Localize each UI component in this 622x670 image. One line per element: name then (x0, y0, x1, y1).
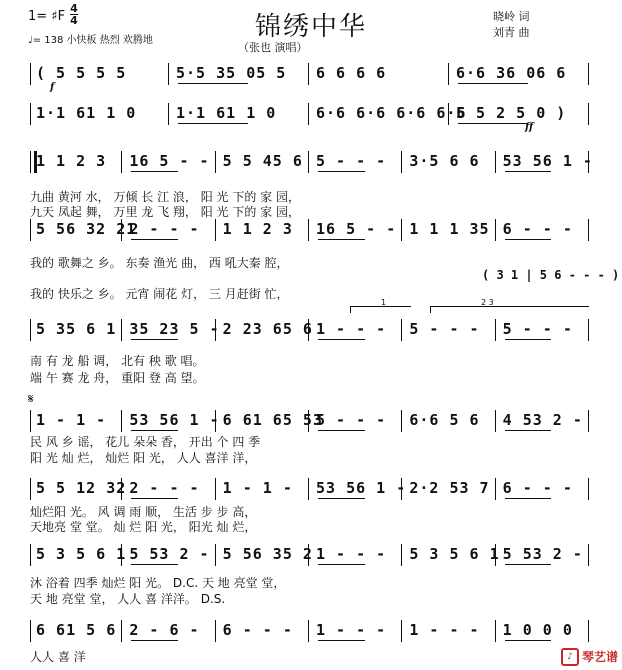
barline (121, 319, 122, 341)
barline (588, 103, 589, 125)
lyricist: 晓岭 词 (493, 10, 530, 23)
barline (121, 410, 122, 432)
barline (30, 103, 31, 125)
barline (495, 319, 496, 341)
staff-row (30, 478, 590, 500)
song-title: 锦绣中华 (254, 12, 367, 42)
beam-underline (318, 339, 365, 340)
barline (401, 151, 402, 173)
measure-notes: 2 - 6 - (129, 621, 200, 639)
measure-notes: 5 5 2 5 0 ) (456, 104, 567, 122)
singer: （张也 演唱） (238, 41, 308, 54)
barline (121, 544, 122, 566)
beam-underline (318, 564, 365, 565)
time-bottom: 4 (70, 14, 78, 27)
measure-notes: 1·1 61 1 0 (176, 104, 277, 122)
measure-notes: 53 56 1 - (316, 479, 407, 497)
measure-notes: 6 - - - (222, 621, 293, 639)
measure-notes: 6 61 65 53 (222, 411, 323, 429)
measure-notes: 1 - - - (409, 621, 480, 639)
measure-notes: 5 3 5 6 1 (36, 545, 127, 563)
barline (30, 478, 31, 500)
barline (448, 63, 449, 85)
barline (401, 219, 402, 241)
barline (121, 219, 122, 241)
barline (401, 319, 402, 341)
barline (121, 620, 122, 642)
measure-notes: 1 1 2 3 (222, 220, 293, 238)
beam-underline (131, 239, 178, 240)
lyric-line: 九曲 黄河 水， 万倾 长 江 浪， 阳 光 下的 家 园， (30, 190, 300, 204)
measure-notes: 16 5 - - (316, 220, 397, 238)
barline (30, 219, 31, 241)
barline (168, 63, 169, 85)
barline (30, 63, 31, 85)
composer: 刘青 曲 (493, 26, 530, 39)
watermark-text: 琴艺谱 (581, 649, 618, 664)
barline (215, 620, 216, 642)
beam-underline (318, 640, 365, 641)
barline (308, 103, 309, 125)
barline (401, 620, 402, 642)
beam-underline (318, 498, 365, 499)
beam-underline (505, 498, 552, 499)
beam-underline (458, 83, 528, 84)
barline (495, 620, 496, 642)
beam-underline (318, 171, 365, 172)
lyric-line: 我的 快乐之 乡。 元宵 闹花 灯， 三 月赶街 忙， (30, 287, 289, 301)
beam-underline (131, 339, 178, 340)
measure-notes: 5 - - - (316, 411, 387, 429)
lyric-line: 灿烂阳 光。 风 调 雨 顺， 生活 步 步 高， (30, 505, 257, 519)
measure-notes: 35 23 5 - (129, 320, 220, 338)
measure-notes: 5 3 5 6 1 (409, 545, 500, 563)
barline (308, 620, 309, 642)
beam-underline (131, 430, 178, 431)
beam-underline (178, 123, 248, 124)
volta-2-label: 2 3 (481, 298, 494, 307)
beam-underline (505, 339, 552, 340)
beam-underline (505, 239, 552, 240)
time-top: 4 (70, 2, 78, 15)
measure-notes: 1 - 1 - (222, 479, 293, 497)
barline (308, 544, 309, 566)
volta-1-label: 1 (381, 298, 387, 307)
measure-notes: 1 - 1 - (36, 411, 107, 429)
beam-underline (318, 430, 365, 431)
measure-notes: 1 1 1 35 (409, 220, 490, 238)
measure-notes: 2·2 53 7 (409, 479, 490, 497)
barline (308, 410, 309, 432)
barline (495, 151, 496, 173)
barline (30, 410, 31, 432)
beam-underline (505, 171, 552, 172)
lyric-line: 民 风 乡 谣， 花儿 朵朵 香， 开出 个 四 季 (30, 435, 261, 449)
dynamic-f: f (50, 82, 55, 93)
measure-notes: 5 35 6 1 (36, 320, 117, 338)
measure-notes: 6 - - - (502, 479, 573, 497)
measure-notes: 6 - - - (502, 220, 573, 238)
measure-notes: 5 - - - (409, 320, 480, 338)
dynamic-ff: ff (525, 122, 534, 133)
barline (495, 478, 496, 500)
barline (121, 478, 122, 500)
measure-notes: 1 0 0 0 (502, 621, 573, 639)
barline (308, 219, 309, 241)
beam-underline (131, 640, 178, 641)
beam-underline (505, 640, 552, 641)
volta-1 (350, 298, 411, 313)
measure-notes: 1·1 61 1 0 (36, 104, 137, 122)
barline (401, 544, 402, 566)
barline (168, 103, 169, 125)
measure-notes: 6 6 6 6 (316, 64, 387, 82)
beam-underline (131, 564, 178, 565)
staff-row (30, 151, 593, 173)
measure-notes: 16 5 - - (129, 152, 210, 170)
barline (308, 63, 309, 85)
time-signature (70, 3, 78, 26)
barline (121, 151, 122, 173)
measure-notes: 6·6 5 6 (409, 411, 480, 429)
barline (30, 544, 31, 566)
beam-underline (131, 171, 178, 172)
measure-notes: 5 5 12 32 (36, 479, 127, 497)
lyric-line: 我的 歌舞之 乡。 东奏 渔光 曲， 西 吼大秦 腔， (30, 256, 289, 270)
beam-underline (178, 83, 248, 84)
measure-notes: 2 - - - (129, 220, 200, 238)
logo-icon: ♪ (561, 648, 579, 666)
barline (308, 478, 309, 500)
measure-notes: 5 56 35 2 (222, 545, 313, 563)
barline (588, 410, 589, 432)
barline (215, 478, 216, 500)
measure-notes: 5 53 2 - (502, 545, 583, 563)
staff-row (30, 410, 590, 432)
barline (215, 151, 216, 173)
barline (495, 219, 496, 241)
barline (588, 151, 589, 173)
barline (215, 319, 216, 341)
key-signature: 1= ♯F (28, 9, 66, 24)
measure-notes: 6·6 36 06 6 (456, 64, 567, 82)
segno-sign: 𝄋 (28, 392, 34, 407)
barline (30, 319, 31, 341)
barline (588, 63, 589, 85)
staff-row (30, 319, 590, 341)
beam-underline (505, 564, 552, 565)
measure-notes: 1 - - - (316, 621, 387, 639)
measure-notes: 2 23 65 6 (222, 320, 313, 338)
measure-notes: 1 - - - (316, 545, 387, 563)
barline (215, 410, 216, 432)
beam-underline (318, 239, 365, 240)
barline (401, 478, 402, 500)
barline (588, 544, 589, 566)
measure-notes: 5 53 2 - (129, 545, 210, 563)
measure-notes: 53 56 1 - (129, 411, 220, 429)
lyric-line: 端 午 赛 龙 舟， 重阳 登 高 望。 (30, 371, 205, 385)
measure-notes: 3·5 6 6 (409, 152, 480, 170)
barline (495, 410, 496, 432)
lyric-line: 天地亮 堂 堂。 灿 烂 阳 光， 阳光 灿 烂， (30, 520, 257, 534)
tempo-marking: ♩= 138 小快板 热烈 欢腾地 (28, 35, 153, 46)
watermark-logo (561, 648, 618, 667)
lyric-line: 九天 凤起 舞， 万里 龙 飞 翔， 阳 光 下的 家 园， (30, 205, 300, 219)
measure-notes: 6 61 5 6 (36, 621, 117, 639)
lyric-line: 阳 光 灿 烂， 灿烂 阳 光， 人人 喜洋 洋， (30, 451, 257, 465)
measure-notes: 5 - - - (316, 152, 387, 170)
beam-underline (505, 430, 552, 431)
barline (588, 620, 589, 642)
barline (215, 219, 216, 241)
lyric-line: 沐 浴着 四季 灿烂 阳 光。 D.C. 天 地 亮堂 堂， (30, 576, 286, 590)
volta-2 (430, 298, 589, 313)
barline (588, 219, 589, 241)
measure-notes: 5·5 35 05 5 (176, 64, 287, 82)
measure-notes: 5 5 45 6 (222, 152, 303, 170)
measure-notes: 53 56 1 - (502, 152, 593, 170)
beam-underline (458, 123, 528, 124)
measure-notes: 1 - - - (316, 320, 387, 338)
lyric-line: 天 地 亮堂 堂， 人人 喜 洋洋。 D.S. (30, 592, 226, 606)
measure-notes: 2 - - - (129, 479, 200, 497)
barline (30, 620, 31, 642)
barline (588, 319, 589, 341)
staff-row (30, 219, 590, 241)
measure-notes: ( 5 5 5 5 (36, 64, 127, 82)
measure-notes: 5 - - - (502, 320, 573, 338)
measure-notes: 6·6 6·6 6·6 6·6 (316, 104, 467, 122)
barline (215, 544, 216, 566)
barline (308, 151, 309, 173)
barline (308, 319, 309, 341)
beam-underline (131, 498, 178, 499)
staff-row (30, 544, 590, 566)
lyric-line: 南 有 龙 船 调， 北有 秧 歌 唱。 (30, 354, 205, 368)
staff-row (30, 63, 590, 85)
pickup-notes: ( 3 1 | 5 6 - - - ) (482, 268, 620, 282)
measure-notes: 1 1 2 3 (36, 152, 107, 170)
barline (401, 410, 402, 432)
barline (588, 478, 589, 500)
lyric-line: 人人 喜 洋 (30, 650, 86, 664)
barline (448, 103, 449, 125)
measure-notes: 4 53 2 - (502, 411, 583, 429)
staff-row (30, 103, 590, 125)
barline (495, 544, 496, 566)
staff-row (30, 620, 590, 642)
measure-notes: 5 56 32 21 (36, 220, 137, 238)
